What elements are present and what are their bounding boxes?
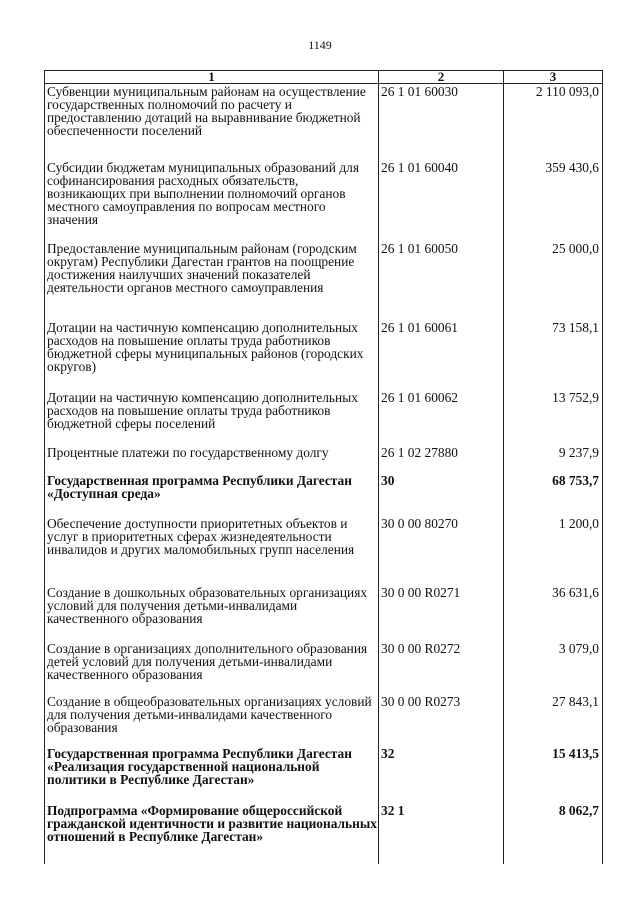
- row-name: Субвенции муниципальным районам на осуществление государственных полномочий по расчету и предоставлению дотаций на выравнивание бюджетной обеспеченности поселений: [45, 84, 379, 160]
- table-row: [45, 803, 603, 864]
- row-code: 30 0 00 R0272: [379, 641, 504, 694]
- row-amount: 25 000,0: [504, 241, 603, 320]
- table-row: [45, 160, 603, 241]
- row-amount: 1 200,0: [504, 516, 603, 585]
- table-row: [45, 84, 603, 160]
- row-code: 30 0 00 R0273: [379, 694, 504, 746]
- row-code: 26 1 01 60061: [379, 320, 504, 390]
- row-amount: 9 237,9: [504, 445, 603, 473]
- header-col-3: 3: [504, 71, 603, 84]
- row-code: 30 0 00 80270: [379, 516, 504, 585]
- row-name: Дотации на частичную компенсацию дополнительных расходов на повышение оплаты труда работников бюджетной сферы муниципальных районов (городских округов): [45, 320, 379, 390]
- row-code: 30 0 00 R0271: [379, 585, 504, 641]
- table-row: [45, 390, 603, 445]
- row-code: 26 1 01 60040: [379, 160, 504, 241]
- row-amount: 15 413,5: [504, 746, 603, 803]
- page-number: 1149: [308, 38, 332, 52]
- table-row: [45, 641, 603, 694]
- table-row: [45, 585, 603, 641]
- row-code: 32: [379, 746, 504, 803]
- row-code: 32 1: [379, 803, 504, 864]
- row-amount: 13 752,9: [504, 390, 603, 445]
- row-name: Создание в организациях дополнительного образования детей условий для получения детьми-инвалидами качественного образования: [45, 641, 379, 694]
- row-name: Дотации на частичную компенсацию дополнительных расходов на повышение оплаты труда работников бюджетной сферы поселений: [45, 390, 379, 445]
- row-code: 26 1 01 60062: [379, 390, 504, 445]
- table-row: [45, 473, 603, 516]
- header-row: [45, 71, 603, 84]
- table-row: [45, 241, 603, 320]
- table-row: [45, 320, 603, 390]
- row-amount: 359 430,6: [504, 160, 603, 241]
- row-amount: 8 062,7: [504, 803, 603, 864]
- row-name: Обеспечение доступности приоритетных объектов и услуг в приоритетных сферах жизнедеятельности инвалидов и других маломобильных групп населения: [45, 516, 379, 585]
- row-code: 26 1 01 60050: [379, 241, 504, 320]
- row-name: Предоставление муниципальным районам (городским округам) Республики Дагестан грантов на поощрение достижения наилучших значений показателей деятельности органов местного самоуправления: [45, 241, 379, 320]
- table-row: [45, 746, 603, 803]
- row-name: Субсидии бюджетам муниципальных образований для софинансирования расходных обязательств, возникающих при выполнении полномочий органов местного самоуправления по вопросам местного значения: [45, 160, 379, 241]
- row-name: Подпрограмма «Формирование общероссийской гражданской идентичности и развитие национальных отношений в Республике Дагестан»: [45, 803, 379, 864]
- header-col-2: 2: [379, 71, 504, 84]
- row-name: Процентные платежи по государственному долгу: [45, 445, 379, 473]
- header-col-1: 1: [45, 71, 379, 84]
- row-amount: 68 753,7: [504, 473, 603, 516]
- row-amount: 73 158,1: [504, 320, 603, 390]
- row-amount: 36 631,6: [504, 585, 603, 641]
- row-amount: 27 843,1: [504, 694, 603, 746]
- budget-table: [44, 70, 603, 864]
- row-name: Создание в дошкольных образовательных организациях условий для получения детьми-инвалидами качественного образования: [45, 585, 379, 641]
- row-name: Создание в общеобразовательных организациях условий для получения детьми-инвалидами качественного образования: [45, 694, 379, 746]
- row-name: Государственная программа Республики Дагестан «Доступная среда»: [45, 473, 379, 516]
- row-amount: 3 079,0: [504, 641, 603, 694]
- row-code: 26 1 02 27880: [379, 445, 504, 473]
- table-row: [45, 516, 603, 585]
- table-row: [45, 694, 603, 746]
- row-name: Государственная программа Республики Дагестан «Реализация государственной национальной политики в Республике Дагестан»: [45, 746, 379, 803]
- table-row: [45, 445, 603, 473]
- row-code: 26 1 01 60030: [379, 84, 504, 160]
- row-code: 30: [379, 473, 504, 516]
- row-amount: 2 110 093,0: [504, 84, 603, 160]
